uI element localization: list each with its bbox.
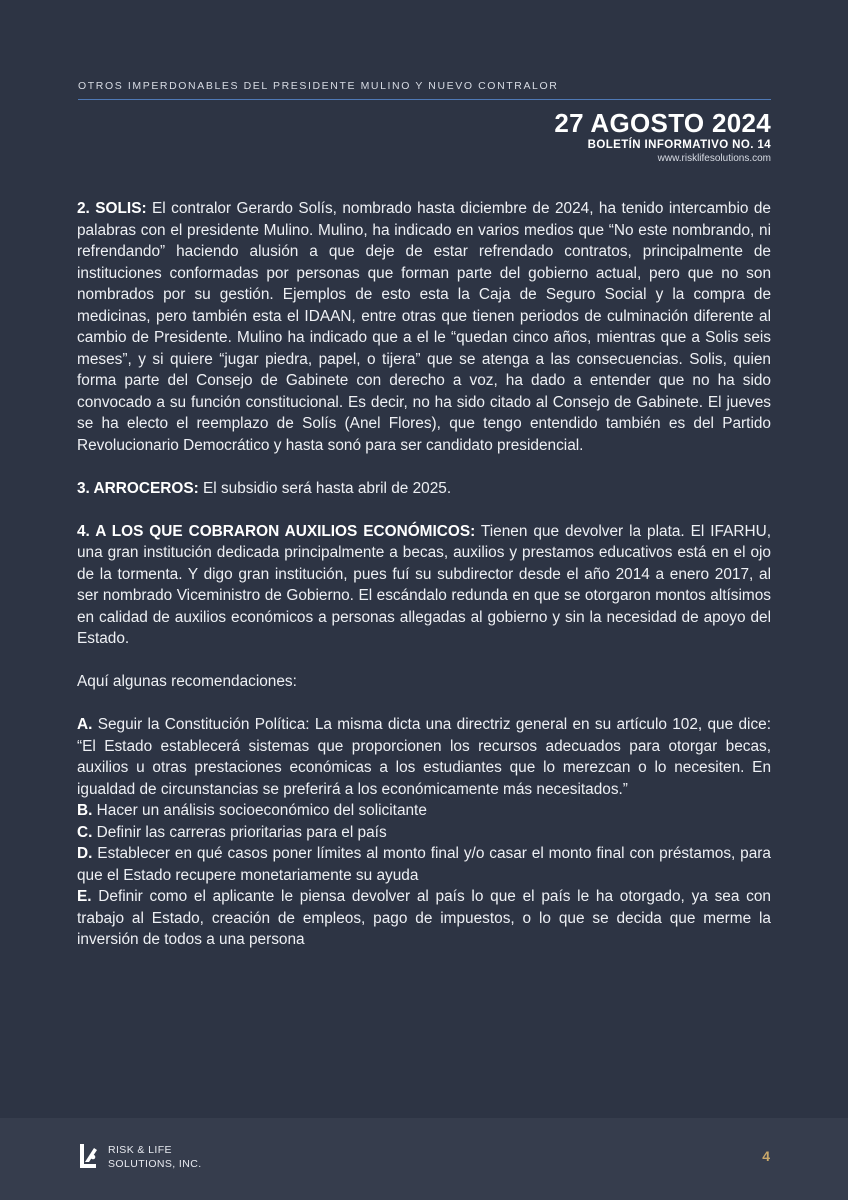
section-auxilios-label: 4. A LOS QUE COBRARON AUXILIOS ECONÓMICOS:	[77, 522, 476, 540]
recommendation-letter: D.	[77, 845, 93, 862]
section-solis	[77, 198, 771, 456]
header-divider	[78, 99, 771, 100]
section-arroceros-text: El subsidio será hasta abril de 2025.	[198, 479, 452, 497]
recommendation-text: Seguir la Constitución Política: La misma dicta una directriz general en su artículo 102, que dice: “El Estado establecerá sistemas que proporcionen los recursos adecuados para otorgar becas, auxilios u otras prestaciones económicas a los estudiantes que lo merezcan o lo necesiten. En igualdad de circunstancias se preferirá a los económicamente más necesitados.”	[77, 716, 771, 798]
company-name-line2: SOLUTIONS, INC.	[108, 1158, 202, 1170]
header-kicker: OTROS IMPERDONABLES DEL PRESIDENTE MULINO Y NUEVO CONTRALOR	[78, 80, 559, 92]
bulletin-date: 27 AGOSTO 2024	[554, 108, 771, 138]
recommendation-text: Definir como el aplicante le piensa devolver al país lo que el país le ha otorgado, ya sea con trabajo al Estado, creación de empleos, pago de impuestos, o lo que se decida que merme la inversión de todos a una persona	[77, 888, 771, 948]
company-name-line1: RISK & LIFE	[108, 1144, 172, 1156]
recommendation-text: Establecer en qué casos poner límites al monto final y/o casar el monto final con préstamos, para que el Estado recupere monetariamente su ayuda	[77, 845, 771, 884]
recommendation-letter: E.	[77, 888, 92, 905]
recommendation-item	[77, 714, 771, 800]
section-auxilios	[77, 521, 771, 650]
recommendation-text: Definir las carreras prioritarias para el país	[92, 823, 387, 841]
section-arroceros-label: 3. ARROCEROS:	[77, 479, 199, 497]
company-name	[108, 1143, 202, 1171]
section-solis-label: 2. SOLIS:	[77, 200, 147, 217]
recommendation-item	[77, 800, 771, 822]
recommendation-letter: C.	[77, 823, 93, 841]
article-body	[77, 198, 771, 951]
website-link[interactable]: www.risklifesolutions.com	[657, 153, 771, 164]
recommendation-letter: A.	[77, 716, 93, 733]
section-solis-text: El contralor Gerardo Solís, nombrado hasta diciembre de 2024, ha tenido intercambio de palabras con el presidente Mulino. Mulino, ha indicado en varios medios que “No este nombrando, ni refrendando” haciendo alusión a que deje de estar refrendado contratos, principalmente de instituciones conformadas por personas que forman parte del gobierno actual, pero que no son nombrados por su gestión. Ejemplos de esto esta la Caja de Seguro Social y la compra de medicinas, pero también esta el IDAAN, entre otras que tienen periodos de culminación diferente al cambio de Presidente. Mulino ha indicado que a el le “quedan cinco años, mientras que a Solis seis meses”, y si quiere “jugar piedra, papel, o tijera” que se atenga a las consecuencias. Solis, quien forma parte del Consejo de Gabinete con derecho a voz, ha dado a entender que no ha sido convocado a su función constitucional. Es decir, no ha sido citado al Consejo de Gabinete. El jueves se ha electo el reemplazo de Solís (Anel Flores), que tengo entendido también es del Partido Revolucionario Democrático y hasta sonó para ser candidato presidencial.	[77, 200, 771, 454]
page-footer	[0, 1118, 848, 1200]
page-number: 4	[762, 1148, 770, 1164]
recommendation-item	[77, 886, 771, 951]
bulletin-number: BOLETÍN INFORMATIVO NO. 14	[587, 139, 771, 151]
recommendation-item	[77, 822, 771, 844]
section-auxilios-text: Tienen que devolver la plata. El IFARHU, una gran institución dedicada principalmente a becas, auxilios y prestamos educativos está en el ojo de la tormenta. Y digo gran institución, pues fuí su subdirector desde el año 2014 a enero 2017, al ser nombrado Viceministro de Gobierno. El escándalo redunda en que se otorgaron montos altísimos en calidad de auxilios económicos a personas allegadas al gobierno y sin la necesidad de apoyo del Estado.	[77, 522, 771, 647]
recommendation-item	[77, 843, 771, 886]
recommendation-letter: B.	[77, 802, 93, 819]
company-logo-icon	[78, 1142, 98, 1170]
section-arroceros	[77, 478, 771, 500]
recommendations-intro: Aquí algunas recomendaciones:	[77, 673, 297, 690]
recommendation-text: Hacer un análisis socioeconómico del solicitante	[92, 802, 427, 819]
